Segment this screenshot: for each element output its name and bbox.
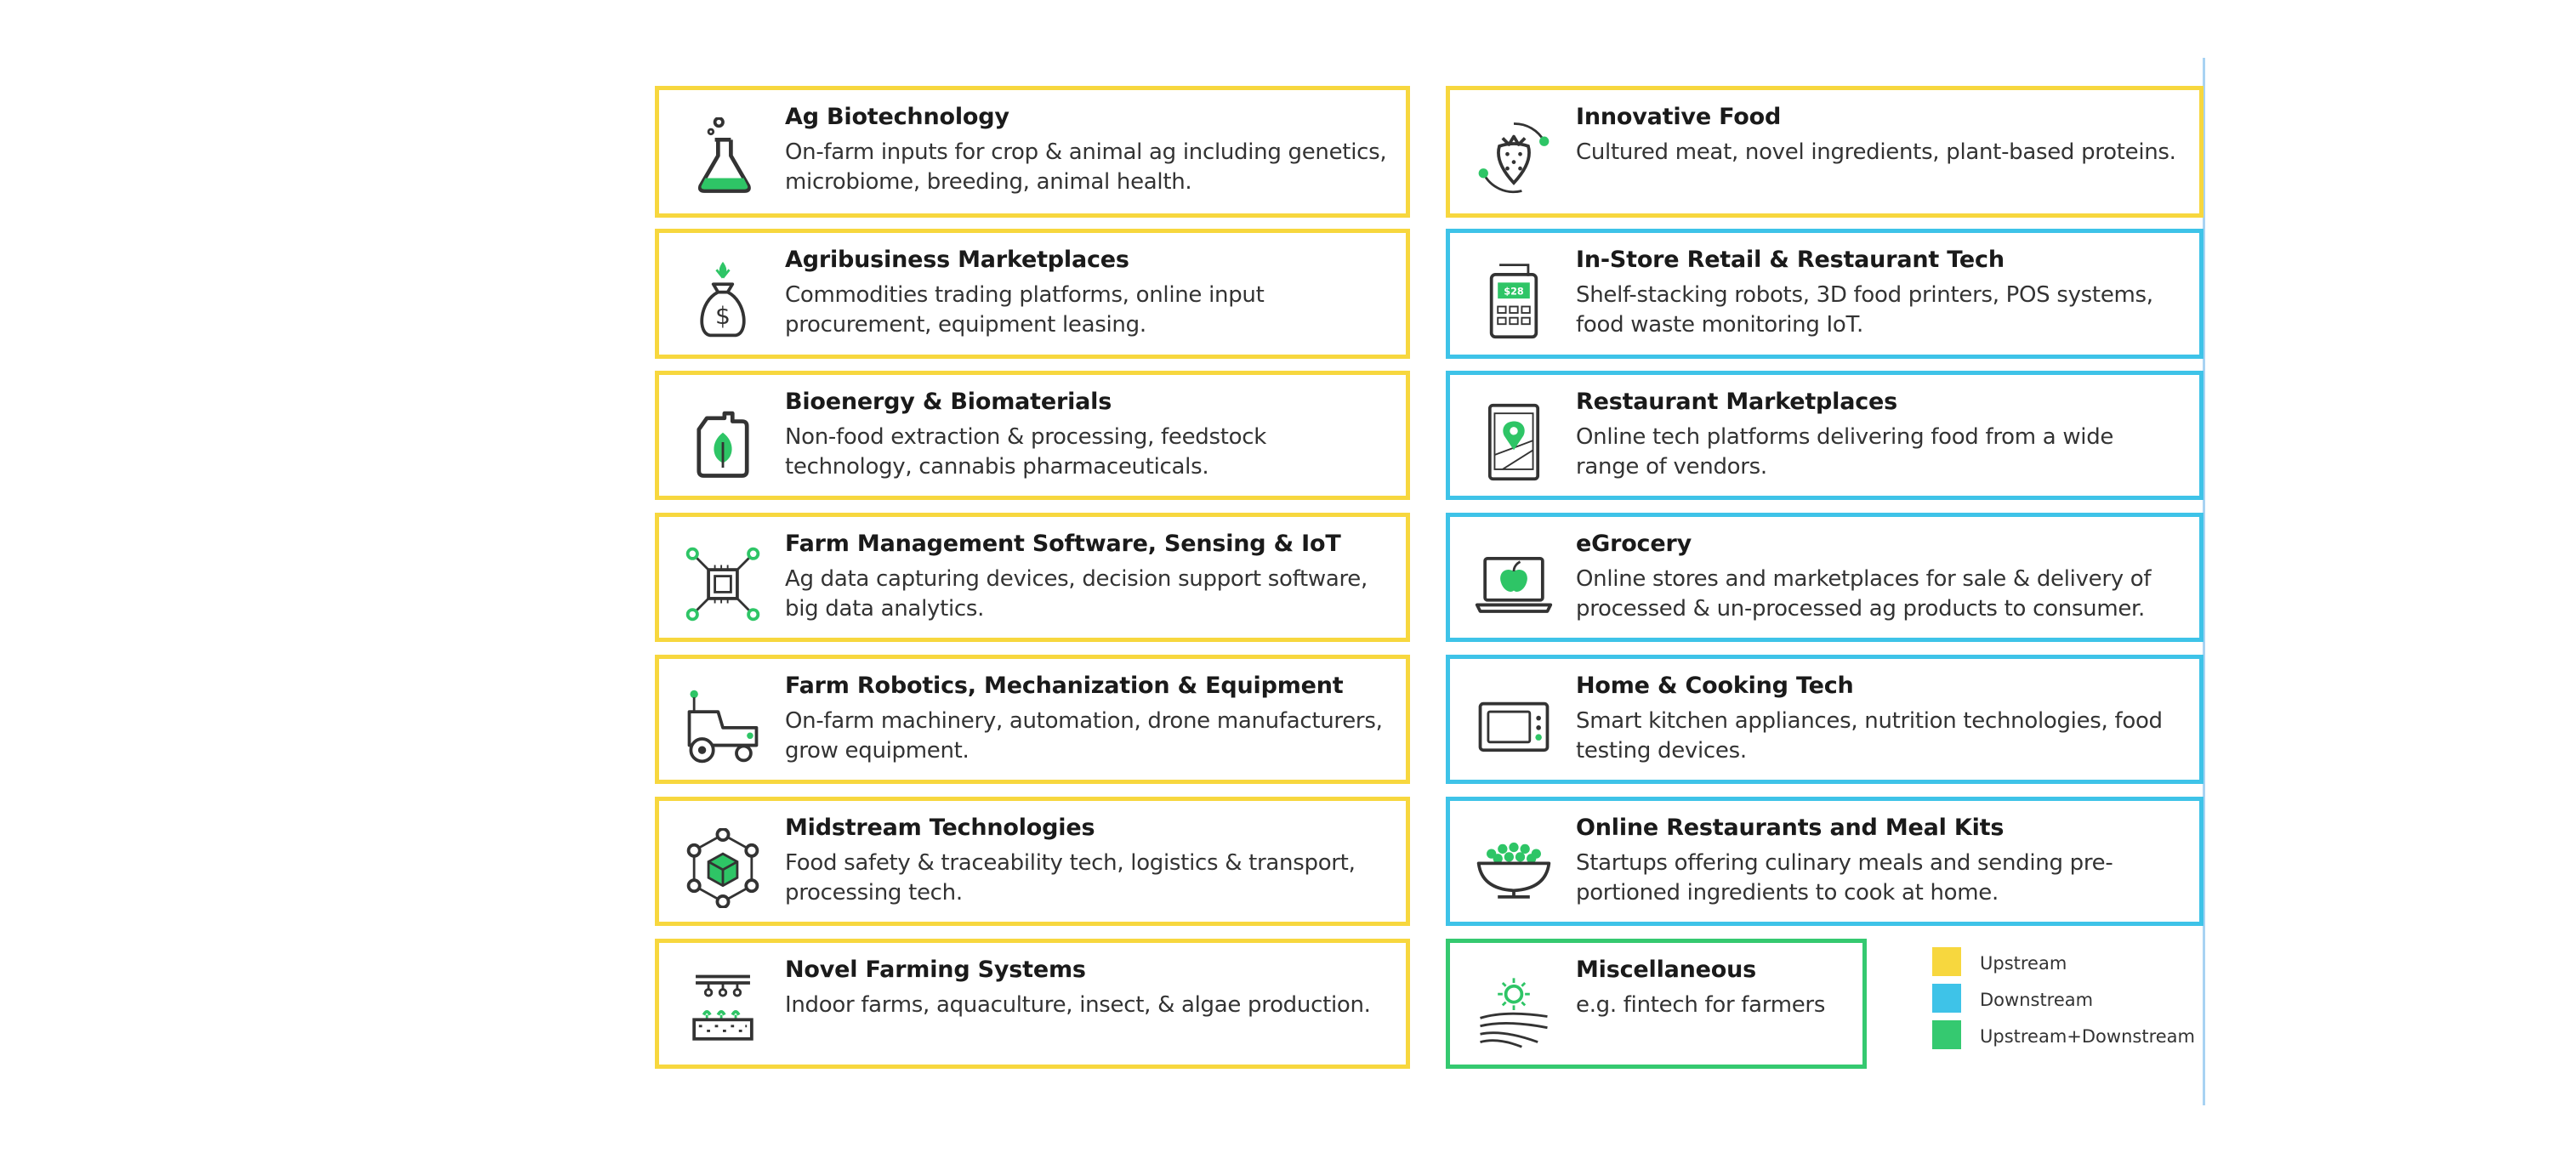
card-description: Commodities trading platforms, online input procurement, equipment leasing. [785, 282, 1265, 338]
card-title: In-Store Retail & Restaurant Tech [1576, 247, 2005, 273]
svg-text:$: $ [715, 302, 731, 331]
card-in-store-retail [1446, 229, 2204, 359]
legend-item-upstream-downstream [1932, 1019, 2196, 1054]
card-description: On-farm inputs for crop & animal ag including genetics, microbiome, breeding, animal health. [785, 139, 1387, 195]
card-title: Agribusiness Marketplaces [785, 247, 1129, 273]
card-title: Home & Cooking Tech [1576, 673, 1854, 699]
card-description: e.g. fintech for farmers [1576, 992, 1826, 1018]
money-bag-icon [683, 260, 763, 340]
tractor-icon [683, 686, 763, 766]
card-midstream-technologies [655, 797, 1410, 926]
sun-field-icon [1474, 970, 1554, 1050]
card-description: Ag data capturing devices, decision support software, big data analytics. [785, 566, 1368, 622]
card-title: Innovative Food [1576, 104, 1782, 130]
card-title: Bioenergy & Biomaterials [785, 389, 1112, 415]
card-description: Non-food extraction & processing, feedstock technology, cannabis pharmaceuticals. [785, 424, 1266, 480]
legend-label: Upstream [1980, 953, 2067, 974]
card-home-cooking-tech [1446, 655, 2204, 784]
card-title: Restaurant Marketplaces [1576, 389, 1898, 415]
card-title: Ag Biotechnology [785, 104, 1009, 130]
card-title: Miscellaneous [1576, 957, 1757, 983]
card-innovative-food [1446, 86, 2204, 218]
card-title: Online Restaurants and Meal Kits [1576, 815, 2005, 841]
card-restaurant-marketplaces [1446, 371, 2204, 500]
card-description: Cultured meat, novel ingredients, plant-based proteins. [1576, 139, 2176, 165]
card-miscellaneous [1446, 939, 1867, 1069]
card-description: On-farm machinery, automation, drone manufacturers, grow equipment. [785, 708, 1383, 764]
bowl-icon [1474, 828, 1554, 908]
card-farm-robotics [655, 655, 1410, 784]
card-description: Online tech platforms delivering food from a wide range of vendors. [1576, 424, 2114, 480]
legend-item-upstream [1932, 945, 2196, 981]
card-bioenergy-biomaterials [655, 371, 1410, 500]
legend-swatch [1932, 984, 1961, 1013]
svg-text:$28: $28 [1504, 286, 1524, 298]
map-pin-tablet-icon [1474, 402, 1554, 482]
legend-item-downstream [1932, 982, 2196, 1018]
card-novel-farming-systems [655, 939, 1410, 1069]
card-description: Indoor farms, aquaculture, insect, & algae production. [785, 992, 1371, 1018]
card-online-restaurants-meal-kits [1446, 797, 2204, 926]
card-description: Online stores and marketplaces for sale & delivery of processed & un-processed ag products to consumer. [1576, 566, 2152, 622]
card-title: Midstream Technologies [785, 815, 1095, 841]
legend [1932, 945, 2196, 1055]
card-egrocery [1446, 513, 2204, 642]
card-title: Farm Management Software, Sensing & IoT [785, 531, 1341, 557]
indoor-farm-icon [683, 970, 763, 1050]
card-farm-management-software [655, 513, 1410, 642]
flask-icon [683, 117, 763, 197]
legend-swatch [1932, 1020, 1961, 1049]
legend-swatch [1932, 947, 1961, 976]
card-ag-biotechnology [655, 86, 1410, 218]
card-agribusiness-marketplaces [655, 229, 1410, 359]
strawberry-icon [1474, 117, 1554, 197]
card-description: Food safety & traceability tech, logistics & transport, processing tech. [785, 850, 1356, 906]
laptop-apple-icon [1474, 544, 1554, 624]
legend-label: Upstream+Downstream [1980, 1026, 2195, 1047]
card-title: eGrocery [1576, 531, 1692, 557]
card-description: Shelf-stacking robots, 3D food printers, POS systems, food waste monitoring IoT. [1576, 282, 2153, 338]
card-description: Smart kitchen appliances, nutrition technologies, food testing devices. [1576, 708, 2163, 764]
network-cube-icon [683, 828, 763, 908]
card-title: Farm Robotics, Mechanization & Equipment [785, 673, 1344, 699]
microwave-icon [1474, 686, 1554, 766]
fuel-can-icon [683, 402, 763, 482]
legend-label: Downstream [1980, 990, 2094, 1010]
card-description: Startups offering culinary meals and sending pre-portioned ingredients to cook at home. [1576, 850, 2113, 906]
card-title: Novel Farming Systems [785, 957, 1086, 983]
chip-icon [683, 544, 763, 624]
pos-terminal-icon [1474, 260, 1554, 340]
